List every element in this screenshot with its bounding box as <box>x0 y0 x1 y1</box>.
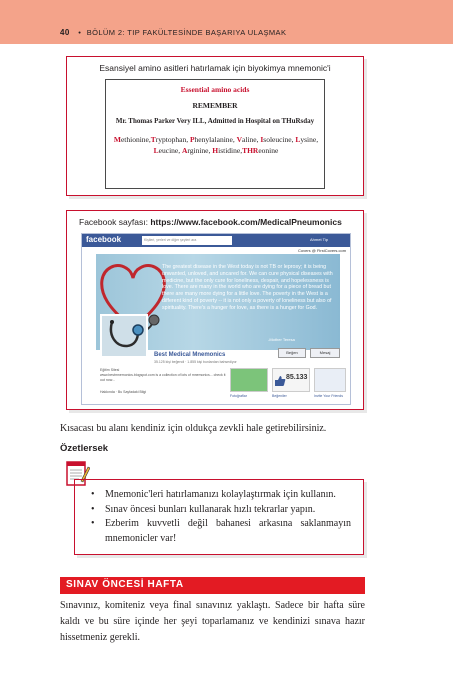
amino-acid-l1-rest-3: aline, <box>242 135 261 144</box>
page-info-text: www.bestmnemonics.blogspot.com is a collection of lots of mnemonics... check it out now... <box>100 373 226 382</box>
photos-thumbnail <box>230 368 268 392</box>
mnemonic-phrase: Mr. Thomas Parker Very ILL, Admitted in Hospital on THuRsday <box>115 117 315 125</box>
mnemonic-remember: REMEMBER <box>192 101 238 110</box>
invite-label: Invite Your Friends <box>314 394 343 398</box>
invite-thumbnail <box>314 368 346 392</box>
amino-acid-l2-rest-2: istidine, <box>218 146 243 155</box>
likes-label: Beğeniler <box>272 394 287 398</box>
amino-acid-l2-initial-1: A <box>181 146 188 155</box>
facebook-screenshot <box>81 233 351 405</box>
page-info-links: Hakkında · Bu Sayfadaki Bilgi <box>100 390 147 394</box>
stethoscope-icon <box>102 316 146 356</box>
facebook-user: Ahmet Tip <box>310 237 329 242</box>
amino-acid-l2-rest-1: rginine, <box>187 146 213 155</box>
summary-item-1: • Mnemonic'leri hatırlamanızı kolaylaştırmak için kullanın. <box>89 488 351 503</box>
mnemonic-box <box>66 56 364 196</box>
amino-acid-l1-rest-2: henylalanine, <box>194 135 237 144</box>
amino-acid-l2-rest-0: eucine, <box>158 146 182 155</box>
facebook-url[interactable]: https://www.facebook.com/MedicalPneumonics <box>150 217 342 227</box>
profile-picture <box>100 314 148 358</box>
paragraph-2: Sınavınız, komiteniz veya final sınavınız yaklaştı. Sadece bir hafta süre kaldı ve bu süre içinde her şeyi toparlamanız ve kendinizi sınava hazır hissetmeniz gerekli. <box>60 600 365 643</box>
mnemonic-card <box>105 79 325 189</box>
mnemonic-box-title: Esansiyel amino asitleri hatırlamak için biyokimya mnemonic'i <box>99 63 331 73</box>
message-button: Mesaj <box>310 348 340 358</box>
amino-acid-line-1 <box>112 134 320 145</box>
cover-quote-author: -Mother Teresa <box>268 337 295 342</box>
amino-acid-list <box>112 134 320 156</box>
running-header <box>60 28 286 37</box>
header-band <box>0 0 453 44</box>
facebook-topbar <box>82 234 351 247</box>
cover-quote: The greatest disease in the West today is not TB or leprosy; it is being unwanted, unloved, and uncared for. We can cure physical diseases with medicine, but the only cure for loneliness, despair, and hopelessness is love. There are many in the world who are dying for a piece of bread but there are many more dying for a little love. The poverty in the West is a different kind of poverty -- it is not only a poverty of loneliness but also of spirituality. There's a hunger for love, as there is a hunger for God. <box>162 264 333 311</box>
photos-label: Fotoğraflar <box>230 394 247 398</box>
amino-acid-l1-initial-0: M <box>113 135 121 144</box>
page-number: 40 <box>60 28 70 37</box>
like-button: Beğen <box>278 348 306 358</box>
section-heading-bar <box>60 577 365 594</box>
amino-acid-l1-initial-3: V <box>236 135 243 144</box>
facebook-logo: facebook <box>86 235 122 244</box>
likes-count: 85.133 <box>286 374 308 381</box>
cover-credit: Covers @ FirstCovers.com <box>298 248 347 253</box>
amino-acid-l1-rest-1: ryptophan, <box>155 135 190 144</box>
amino-acid-l2-initial-2: H <box>212 146 219 155</box>
page-stats: 35.125 kişi beğendi · 1.855 kişi bunlardan bahsediyor <box>154 360 237 364</box>
amino-acid-l1-initial-2: P <box>189 135 195 144</box>
summary-box <box>74 479 364 555</box>
summary-item-2: • Sınav öncesi bunları kullanarak hızlı tekrarlar yapın. <box>89 503 351 518</box>
summary-list <box>89 488 351 546</box>
facebook-search-input: Kişileri, yerleri ve diğer şeyleri ara <box>142 236 232 245</box>
page-info-title: Eğitim Sitesi <box>100 368 120 372</box>
facebook-box <box>66 210 364 410</box>
paragraph-1: Kısacası bu alanı kendiniz için oldukça zevkli hale getirebilirsiniz. <box>60 423 327 434</box>
summary-heading: Özetlersek <box>60 443 109 454</box>
amino-acid-l2-initial-0: L <box>153 146 159 155</box>
summary-item-3: • Ezberim kuvvetli değil bahanesi arkasına saklanmayın mnemonicler var! <box>89 517 351 546</box>
amino-acid-l2-initial-3: THR <box>242 146 259 155</box>
chapter-title: BÖLÜM 2: TIP FAKÜLTESİNDE BAŞARIYA ULAŞMAK <box>86 28 287 37</box>
amino-acid-l1-rest-4: soleucine, <box>263 135 296 144</box>
section-title: SINAV ÖNCESİ HAFTA <box>66 579 184 590</box>
mnemonic-heading: Essential amino acids <box>180 85 250 94</box>
amino-acid-l1-rest-0: ethionine, <box>120 135 151 144</box>
amino-acid-l2-rest-3: eonine <box>258 146 279 155</box>
amino-acid-l1-rest-5: ysine, <box>300 135 319 144</box>
thumbs-up-icon <box>274 375 286 387</box>
page-name: Best Medical Mnemonics <box>154 352 226 358</box>
facebook-label-text: Facebook sayfası: <box>79 217 148 227</box>
amino-acid-line-2 <box>112 145 320 156</box>
page-info <box>100 368 228 383</box>
amino-acid-l1-initial-1: T <box>150 135 156 144</box>
amino-acid-l1-initial-5: L <box>295 135 301 144</box>
header-separator: • <box>78 28 82 37</box>
amino-acid-l1-initial-4: I <box>260 135 264 144</box>
facebook-label <box>79 217 342 227</box>
